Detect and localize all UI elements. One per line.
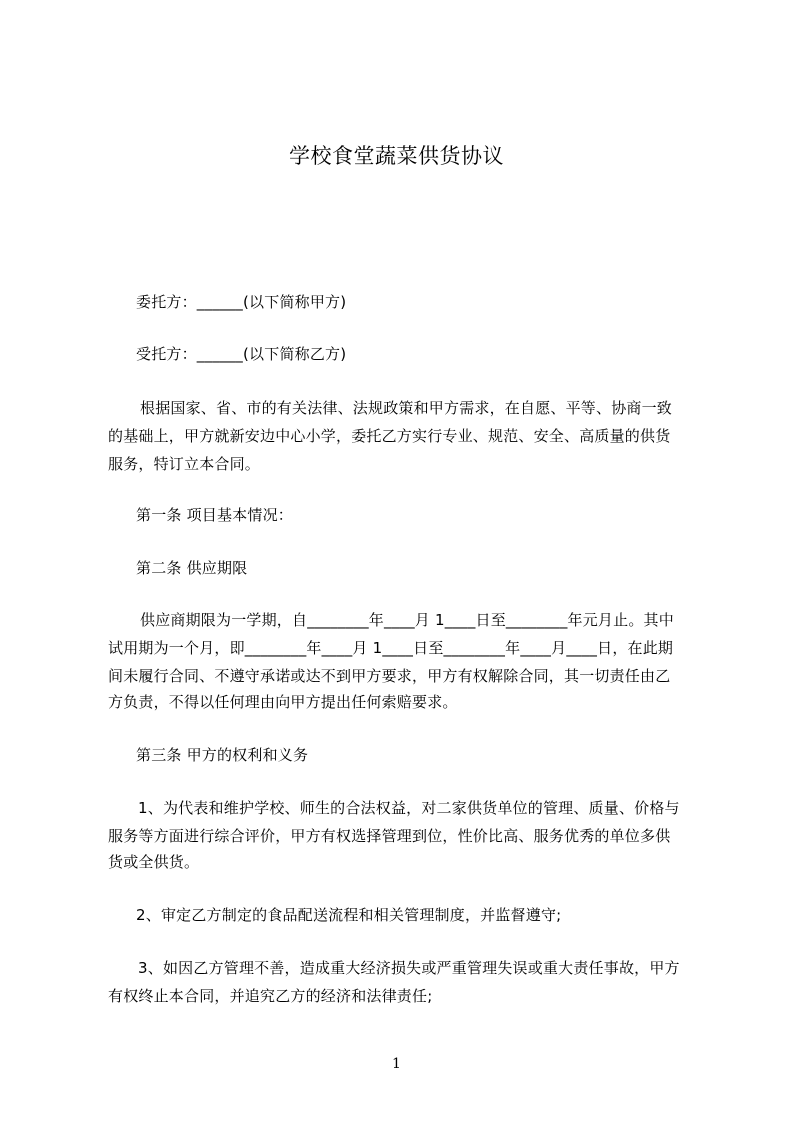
article-2-line: 方负责，不得以任何理由向甲方提出任何索赔要求。	[108, 693, 458, 711]
article-3-item-1-line: 服务等方面进行综合评价，甲方有权选择管理到位，性价比高、服务优秀的单位多供	[108, 827, 671, 845]
contractor-line: 受托方：______(以下简称乙方)	[136, 345, 347, 363]
preamble-line: 的基础上，甲方就新安边中心小学，委托乙方实行专业、规范、安全、高质量的供货	[108, 427, 671, 445]
article-3-item-3-line: 3、如因乙方管理不善，造成重大经济损失或严重管理失误或重大责任事故，甲方	[138, 959, 680, 977]
page-number: 1	[392, 1056, 401, 1072]
article-1-heading: 第一条 项目基本情况：	[136, 506, 293, 524]
article-2-line: 供应商期限为一学期，自________年____月 1____日至________年元月止。其中	[140, 611, 674, 629]
document-title: 学校食堂蔬菜供货协议	[289, 144, 504, 168]
article-3-item-1-line: 1、为代表和维护学校、师生的合法权益，对二家供货单位的管理、质量、价格与	[138, 799, 680, 817]
article-2-heading: 第二条 供应期限	[136, 559, 248, 577]
article-3-item-2: 2、审定乙方制定的食品配送流程和相关管理制度，并监督遵守;	[136, 906, 562, 924]
article-3-heading: 第三条 甲方的权利和义务	[136, 746, 309, 764]
article-2-line: 试用期为一个月，即________年____月 1____日至________年____月____日，在此期	[108, 639, 674, 657]
article-3-item-3-line: 有权终止本合同，并追究乙方的经济和法律责任;	[108, 987, 433, 1005]
article-3-item-1-line: 货或全供货。	[108, 853, 200, 871]
article-2-line: 间未履行合同、不遵守承诺或达不到甲方要求，甲方有权解除合同，其一切责任由乙	[108, 667, 671, 685]
preamble-line: 服务，特订立本合同。	[108, 455, 261, 473]
client-line: 委托方：______(以下简称甲方)	[136, 293, 347, 311]
preamble-line: 根据国家、省、市的有关法律、法规政策和甲方需求，在自愿、平等、协商一致	[140, 399, 673, 417]
